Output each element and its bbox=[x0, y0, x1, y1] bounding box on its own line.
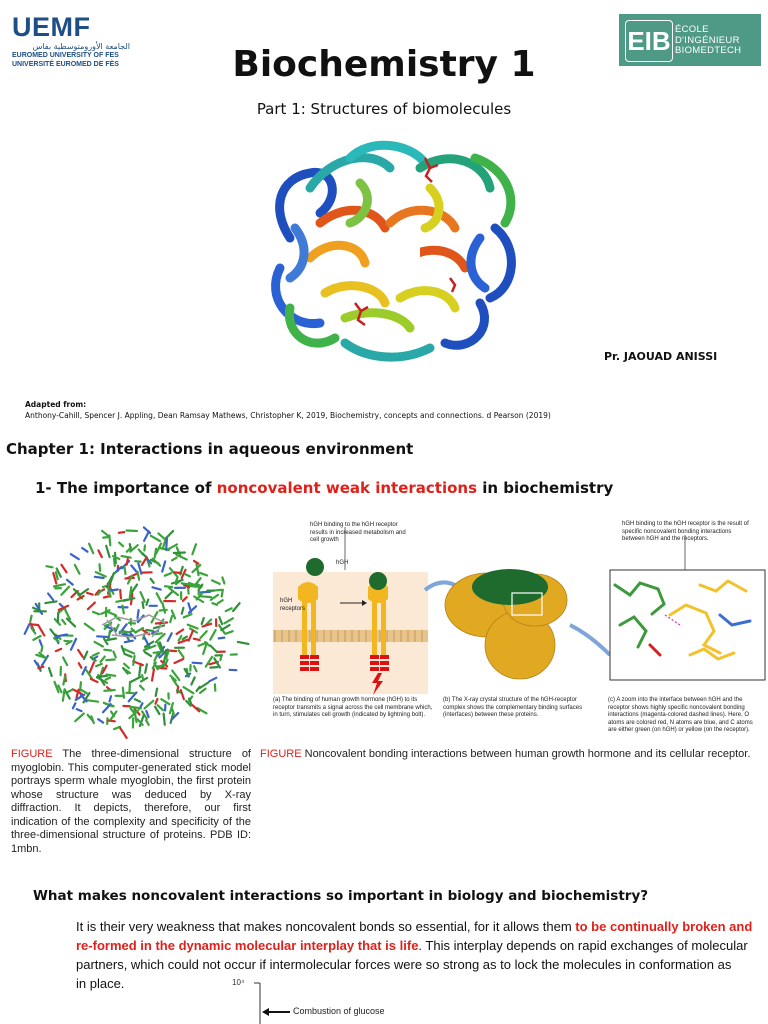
stick-bond bbox=[156, 699, 158, 704]
stick-bond bbox=[87, 593, 93, 595]
stick-bond bbox=[79, 663, 82, 668]
stick-bond bbox=[163, 603, 165, 612]
stick-bond bbox=[222, 577, 224, 583]
stick-bond bbox=[165, 586, 172, 587]
stick-bond bbox=[87, 700, 98, 702]
stick-bond bbox=[61, 565, 66, 573]
stick-bond bbox=[144, 531, 149, 540]
stick-bond bbox=[209, 678, 216, 682]
stick-bond bbox=[143, 602, 144, 608]
para-line1-text: It is their very weakness that makes noncovalent bonds so essential, for it allows them bbox=[76, 919, 576, 934]
panel-hgh-label: hGH bbox=[336, 560, 349, 566]
stick-bond bbox=[142, 558, 147, 565]
stick-bond bbox=[139, 664, 141, 676]
uemf-logo-text: UEMF bbox=[12, 12, 91, 42]
stick-bond bbox=[119, 543, 123, 547]
stick-bond bbox=[175, 659, 184, 663]
stick-bond bbox=[220, 655, 221, 660]
stick-bond bbox=[108, 721, 114, 722]
stick-bond bbox=[73, 703, 76, 708]
stick-bond bbox=[40, 640, 42, 645]
stick-bond bbox=[82, 548, 87, 552]
stick-bond bbox=[145, 701, 154, 709]
stick-bond bbox=[63, 690, 65, 701]
uemf-english-name: EUROMED UNIVERSITY OF FES bbox=[12, 52, 119, 59]
stick-bond bbox=[194, 639, 200, 640]
stick-bond bbox=[30, 616, 31, 622]
stick-bond bbox=[41, 646, 42, 651]
stick-bond bbox=[56, 649, 61, 651]
stick-bond bbox=[75, 565, 80, 574]
stick-bond bbox=[184, 687, 194, 693]
stick-bond bbox=[88, 603, 95, 610]
stick-bond bbox=[174, 553, 185, 554]
stick-bond bbox=[113, 652, 115, 658]
panel-b-caption: (b) The X-ray crystal structure of the hGH-receptor complex shows the complementary binding surfaces (interfaces) between these proteins. bbox=[443, 697, 583, 718]
stick-bond bbox=[46, 566, 52, 567]
eib-line2: D'INGÉNIEUR bbox=[675, 34, 740, 46]
stick-bond bbox=[93, 653, 99, 656]
stick-bond bbox=[158, 533, 164, 539]
stick-bond bbox=[48, 594, 53, 601]
stick-bond bbox=[238, 642, 249, 644]
stick-bond bbox=[157, 593, 162, 602]
stick-bond bbox=[98, 550, 101, 557]
stick-bond bbox=[54, 584, 65, 586]
stick-bond bbox=[124, 598, 135, 601]
stick-bond bbox=[125, 641, 133, 643]
stick-bond bbox=[49, 668, 52, 676]
stick-bond bbox=[131, 566, 136, 572]
stick-bond bbox=[104, 650, 111, 651]
stick-bond bbox=[168, 633, 172, 641]
stick-bond bbox=[200, 573, 207, 576]
stick-bond bbox=[192, 544, 196, 554]
stick-bond bbox=[151, 579, 154, 583]
stick-bond bbox=[162, 561, 165, 571]
stick-bond bbox=[82, 667, 86, 674]
myoglobin-stick-model-image bbox=[12, 515, 257, 745]
eib-line1: ÉCOLE bbox=[675, 24, 709, 35]
stick-bond bbox=[122, 556, 131, 558]
chapter-heading: Chapter 1: Interactions in aqueous environment bbox=[6, 440, 414, 458]
stick-bond bbox=[127, 559, 128, 565]
uemf-french-name: UNIVERSITÉ EUROMED DE FÈS bbox=[12, 61, 119, 68]
stick-bond bbox=[66, 690, 73, 693]
stick-bond bbox=[106, 675, 115, 676]
stick-bond bbox=[127, 531, 138, 532]
stick-bond bbox=[156, 689, 157, 696]
stick-bond bbox=[135, 699, 140, 701]
stick-bond bbox=[106, 660, 114, 661]
stick-bond bbox=[146, 711, 148, 717]
stick-bond bbox=[176, 555, 186, 560]
stick-bond bbox=[222, 590, 223, 597]
stick-bond bbox=[122, 606, 123, 614]
stick-bond bbox=[210, 630, 215, 640]
section-heading-suffix: in biochemistry bbox=[477, 479, 614, 497]
stick-bond bbox=[124, 654, 131, 657]
stick-bond bbox=[203, 624, 212, 627]
stick-bond bbox=[106, 678, 111, 680]
page-title: Biochemistry 1 bbox=[232, 44, 536, 85]
stick-bond bbox=[201, 596, 212, 597]
uemf-arabic-name: الجامعة الأورومتوسطية بفاس bbox=[32, 42, 130, 51]
stick-bond bbox=[233, 603, 240, 611]
stick-bond bbox=[153, 587, 161, 589]
stick-bond bbox=[226, 608, 232, 611]
stick-bond bbox=[158, 705, 163, 710]
stick-bond bbox=[78, 650, 83, 657]
stick-bond bbox=[151, 536, 160, 541]
section-heading-prefix: 1- The importance of bbox=[35, 479, 217, 497]
stick-bond bbox=[165, 573, 171, 576]
stick-bond bbox=[201, 631, 207, 638]
stick-bond bbox=[193, 663, 202, 664]
stick-bond bbox=[130, 677, 140, 682]
stick-bond bbox=[110, 590, 118, 591]
stick-bond bbox=[182, 608, 184, 614]
stick-bond bbox=[30, 624, 38, 625]
stick-bond bbox=[144, 546, 145, 551]
stick-bond bbox=[141, 592, 145, 602]
stick-bond bbox=[77, 709, 82, 711]
stick-bond bbox=[64, 641, 70, 642]
stick-bond bbox=[181, 690, 184, 699]
figure-label: FIGURE bbox=[260, 748, 302, 760]
body-paragraph bbox=[76, 917, 768, 993]
stick-bond bbox=[133, 656, 134, 665]
stick-bond bbox=[219, 638, 225, 639]
stick-bond bbox=[98, 719, 103, 722]
stick-bond bbox=[212, 580, 220, 584]
stick-bond bbox=[166, 592, 172, 598]
stick-bond bbox=[184, 614, 192, 617]
stick-bond bbox=[84, 652, 87, 660]
stick-bond bbox=[152, 669, 154, 680]
source-citation-text: Anthony-Cahill, Spencer J. Appling, Dean Ramsay Mathews, Christopher K, 2019, Biochemistry, concepts and connections. d Pearson (2019) bbox=[25, 411, 551, 420]
stick-bond bbox=[170, 616, 172, 622]
stick-bond bbox=[114, 559, 115, 566]
stick-bond bbox=[102, 531, 108, 536]
stick-bond bbox=[61, 587, 69, 595]
stick-bond bbox=[145, 652, 151, 656]
stick-bond bbox=[95, 642, 103, 647]
stick-bond bbox=[147, 630, 154, 631]
section-heading bbox=[35, 479, 613, 497]
stick-bond bbox=[85, 624, 94, 631]
stick-bond bbox=[194, 666, 196, 671]
stick-bond bbox=[56, 572, 58, 579]
stick-bond bbox=[25, 624, 30, 634]
stick-bond bbox=[200, 689, 205, 693]
stick-bond bbox=[96, 572, 106, 576]
eib-line3: BIOMEDTECH bbox=[675, 45, 742, 56]
energy-arrow-label: Combustion of glucose bbox=[293, 1006, 385, 1016]
stick-bond bbox=[131, 708, 134, 712]
stick-bond bbox=[153, 663, 156, 669]
stick-bond bbox=[191, 677, 194, 684]
stick-bond bbox=[120, 728, 126, 738]
stick-bond bbox=[129, 682, 130, 693]
stick-bond bbox=[183, 637, 187, 640]
stick-bond bbox=[96, 664, 102, 666]
stick-bond bbox=[122, 646, 124, 652]
stick-bond bbox=[103, 704, 111, 712]
stick-bond bbox=[160, 610, 167, 611]
stick-bond bbox=[166, 539, 167, 550]
stick-bond bbox=[71, 554, 79, 559]
stick-bond bbox=[97, 676, 108, 678]
stick-bond bbox=[177, 630, 184, 634]
stick-bond bbox=[45, 601, 56, 603]
energy-axis bbox=[250, 980, 290, 1024]
stick-bond bbox=[106, 546, 109, 557]
stick-bond bbox=[203, 644, 206, 654]
stick-bond bbox=[89, 544, 93, 553]
stick-bond bbox=[156, 623, 167, 624]
stick-bond bbox=[67, 619, 75, 627]
stick-bond bbox=[188, 603, 191, 612]
stick-bond bbox=[124, 664, 129, 668]
stick-bond bbox=[75, 714, 84, 722]
stick-bond bbox=[67, 580, 73, 585]
figure-label: FIGURE bbox=[11, 748, 53, 760]
stick-bond bbox=[138, 572, 140, 580]
stick-bond bbox=[212, 603, 217, 605]
para-line2-text: . This interplay depends on rapid exchanges of molecular bbox=[418, 938, 748, 953]
stick-bond bbox=[179, 650, 184, 657]
stick-bond bbox=[210, 667, 217, 668]
stick-bond bbox=[154, 652, 163, 653]
para-line3-text: partners, which could not occur if intermolecular forces were so strong as to lock the molecules in conformation as bbox=[76, 957, 732, 972]
stick-bond bbox=[185, 574, 190, 576]
stick-bond bbox=[80, 682, 81, 690]
panel-top-caption: hGH binding to the hGH receptor results in increased metabolism and cell growth bbox=[310, 522, 406, 543]
stick-bond bbox=[224, 618, 233, 623]
para-line1-highlight: to be continually broken and bbox=[575, 919, 753, 934]
protein-structure-image bbox=[250, 128, 535, 370]
stick-bond bbox=[164, 714, 165, 725]
stick-bond bbox=[110, 696, 112, 701]
energy-axis-label: 10⁴ bbox=[232, 978, 245, 987]
stick-bond bbox=[95, 577, 104, 578]
stick-bond bbox=[172, 558, 177, 561]
stick-bond bbox=[175, 572, 181, 573]
stick-bond bbox=[97, 636, 108, 637]
stick-bond bbox=[140, 686, 144, 690]
stick-bond bbox=[218, 600, 223, 603]
stick-bond bbox=[120, 590, 121, 598]
source-citation-label: Adapted from: bbox=[25, 400, 87, 409]
stick-bond bbox=[101, 657, 105, 662]
source-citation bbox=[25, 399, 551, 421]
stick-bond bbox=[130, 587, 132, 597]
stick-bond bbox=[142, 675, 143, 680]
stick-bond bbox=[114, 727, 120, 729]
stick-bond bbox=[221, 625, 229, 630]
stick-bond bbox=[129, 623, 135, 624]
question-heading: What makes noncovalent interactions so important in biology and biochemistry? bbox=[33, 888, 649, 904]
stick-bond bbox=[199, 587, 200, 594]
stick-bond bbox=[202, 618, 204, 624]
stick-bond bbox=[93, 612, 99, 614]
stick-bond bbox=[194, 561, 198, 564]
stick-bond bbox=[107, 639, 116, 641]
figure-myoglobin-caption bbox=[11, 748, 251, 856]
stick-bond bbox=[38, 667, 43, 668]
stick-bond bbox=[124, 567, 125, 574]
stick-bond bbox=[91, 679, 98, 682]
stick-bond bbox=[167, 531, 173, 537]
stick-bond bbox=[63, 676, 65, 684]
section-heading-highlight: noncovalent weak interactions bbox=[216, 479, 478, 497]
stick-bond bbox=[131, 707, 141, 708]
panel-c-top-caption: hGH binding to the hGH receptor is the result of specific noncovalent bonding interactions between hGH and the receptors. bbox=[622, 521, 749, 542]
stick-bond bbox=[132, 585, 138, 593]
para-line4-text: in place. bbox=[76, 976, 125, 991]
stick-bond bbox=[199, 683, 208, 689]
stick-bond bbox=[58, 612, 59, 622]
stick-bond bbox=[146, 720, 149, 725]
stick-bond bbox=[104, 690, 114, 691]
figure-myoglobin-text: The three-dimensional structure of myoglobin. This computer-generated stick model portrays sperm whale myoglobin, the first protein whose structure was deduced by X-ray diffraction. It depicts, therefore, our first indication of the complexity and specificity of the three-dimensional structure of proteins. PDB ID: 1mbn. bbox=[11, 748, 251, 855]
stick-bond bbox=[145, 664, 147, 672]
stick-bond bbox=[160, 548, 169, 550]
stick-bond bbox=[219, 617, 222, 624]
stick-bond bbox=[103, 537, 109, 538]
stick-bond bbox=[90, 662, 94, 673]
stick-bond bbox=[138, 610, 139, 618]
stick-bond bbox=[119, 532, 125, 533]
stick-bond bbox=[161, 699, 169, 704]
stick-bond bbox=[225, 631, 232, 634]
stick-bond bbox=[183, 597, 187, 601]
figure-receptor-text: Noncovalent bonding interactions between human growth hormone and its cellular receptor. bbox=[301, 748, 751, 760]
eib-logo-mark: EIB bbox=[625, 20, 673, 62]
stick-bond bbox=[62, 620, 65, 624]
stick-bond bbox=[210, 646, 217, 653]
author-name: Pr. JAOUAD ANISSI bbox=[604, 350, 718, 363]
panel-c-caption: (c) A zoom into the interface between hGH and the receptor shows highly specific noncovalent bonding interactions (magenta-colored dashed lines). Here, O atoms are colored red, N atoms are blue, and C atoms are either green (on hGH) or yellow (on the receptor). bbox=[608, 697, 753, 733]
stick-bond bbox=[189, 631, 193, 641]
page-subtitle: Part 1: Structures of biomolecules bbox=[256, 100, 512, 118]
stick-bond bbox=[147, 600, 149, 605]
stick-bond bbox=[179, 636, 182, 641]
panel-receptors-label: hGH receptors bbox=[280, 598, 306, 612]
stick-bond bbox=[38, 625, 44, 635]
stick-bond bbox=[123, 649, 134, 654]
stick-bond bbox=[100, 564, 101, 571]
panel-a-caption: (a) The binding of human growth hormone (hGH) to its receptor transmits a signal across the cell membrane which, in turn, stimulates cell growth (indicated by lightning bolt). bbox=[273, 697, 433, 718]
stick-bond bbox=[156, 634, 165, 642]
stick-bond bbox=[155, 707, 159, 714]
figure-receptor-caption bbox=[260, 748, 768, 762]
stick-bond bbox=[63, 658, 67, 666]
para-line2-highlight: re-formed in the dynamic molecular interplay that is life bbox=[76, 938, 419, 953]
